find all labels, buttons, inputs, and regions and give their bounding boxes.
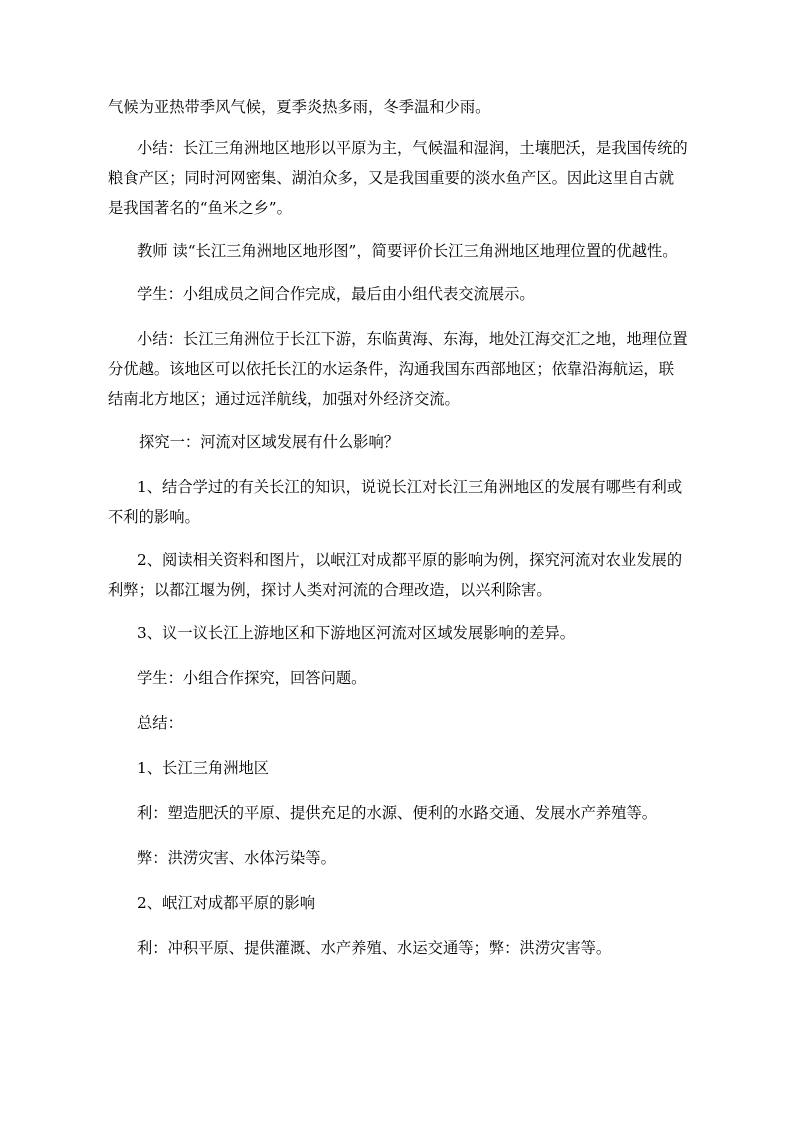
paragraph-summary-location: 小结：长江三角洲位于长江下游，东临黄海、东海，地处江海交汇之地，地理位置分优越。该地区可以依托长江的水运条件，沟通我国东西部地区；依靠沿海航运，联结南北方地区；通过远洋航线，加强对外经济交流。 [108,330,688,408]
paragraph-disadvantages-1: 弊：洪涝灾害、水体污染等。 [137,849,336,867]
paragraph-conclusion-label: 总结： [137,714,183,732]
document-page [108,92,688,963]
paragraph-conclusion-2: 2、岷江对成都平原的影响 [137,894,315,912]
paragraph-conclusion-1: 1、长江三角洲地区 [137,759,270,777]
paragraph-student-group: 学生：小组成员之间合作完成，最后由小组代表交流展示。 [137,285,535,303]
paragraph-question-3: 3、议一议长江上游地区和下游地区河流对区域发展影响的差异。 [137,624,576,642]
paragraph-advantages-2: 利：冲积平原、提供灌溉、水产养殖、水运交通等；弊：洪涝灾害等。 [137,939,612,957]
paragraph-teacher-task: 教师 读“长江三角洲地区地形图”，简要评价长江三角洲地区地理位置的优越性。 [137,242,678,260]
paragraph-question-1: 1、结合学过的有关长江的知识，说说长江对长江三角洲地区的发展有哪些有利或不利的影响。 [108,478,683,526]
paragraph-climate: 气候为亚热带季风气候，夏季炎热多雨，冬季温和少雨。 [108,98,491,116]
paragraph-advantages-1: 利：塑造肥沃的平原、提供充足的水源、便利的水路交通、发展水产养殖等。 [137,804,658,822]
paragraph-summary-terrain: 小结：长江三角洲地区地形以平原为主，气候温和湿润，土壤肥沃，是我国传统的粮食产区；同时河网密集、湖泊众多，又是我国重要的淡水鱼产区。因此这里自古就是我国著名的“鱼米之乡”。 [108,139,688,217]
paragraph-student-answer: 学生：小组合作探究，回答问题。 [137,669,367,687]
paragraph-inquiry-heading: 探究一：河流对区域发展有什么影响？ [139,433,400,451]
paragraph-question-2: 2、阅读相关资料和图片，以岷江对成都平原的影响为例，探究河流对农业发展的利弊；以都江堰为例，探讨人类对河流的合理改造，以兴利除害。 [108,551,683,599]
